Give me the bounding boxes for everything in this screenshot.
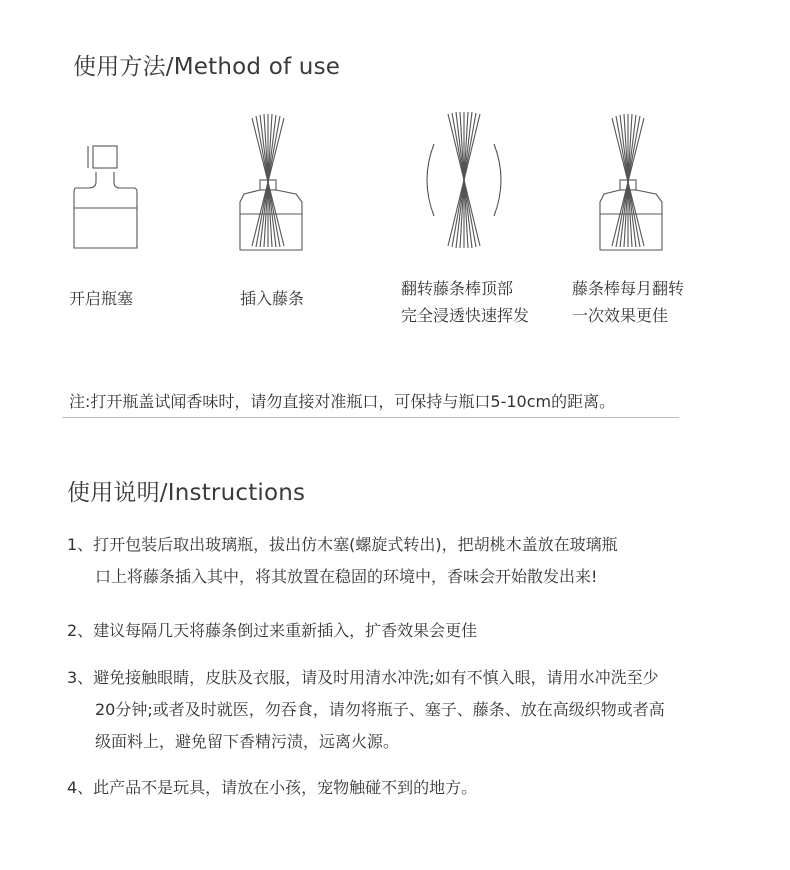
instruction-line: 20分钟;或者及时就医，勿吞食，请勿将瓶子、塞子、藤条、放在高级织物或者高 bbox=[95, 700, 665, 719]
instruction-line: 3、避免接触眼睛，皮肤及衣服，请及时用清水冲洗;如有不慎入眼，请用水冲洗至少 bbox=[67, 668, 659, 687]
bottle-reeds-flip-monthly-icon bbox=[590, 110, 680, 260]
instruction-item-2 bbox=[67, 615, 477, 647]
step-caption-line: 藤条棒每月翻转 bbox=[572, 279, 685, 298]
instruction-line: 口上将藤条插入其中，将其放置在稳固的环境中，香味会开始散发出来! bbox=[95, 567, 598, 586]
bottle-insert-reeds-icon bbox=[230, 110, 320, 260]
bottle-open-cap-icon bbox=[60, 130, 150, 260]
instruction-line: 1、打开包装后取出玻璃瓶，拔出仿木塞(螺旋式转出)，把胡桃木盖放在玻璃瓶 bbox=[67, 535, 618, 554]
step-caption-line: 插入藤条 bbox=[240, 289, 305, 308]
step-4-caption bbox=[572, 275, 684, 329]
flip-reeds-icon bbox=[420, 108, 515, 258]
instructions-title: 使用说明/Instructions bbox=[67, 480, 306, 506]
method-title: 使用方法/Method of use bbox=[73, 54, 341, 80]
step-1-caption bbox=[69, 285, 133, 312]
divider bbox=[62, 417, 679, 418]
usage-note: 注:打开瓶盖试闻香味时，请勿直接对准瓶口，可保持与瓶口5-10cm的距离。 bbox=[69, 392, 616, 411]
instruction-line: 2、建议每隔几天将藤条倒过来重新插入，扩香效果会更佳 bbox=[67, 621, 478, 640]
instruction-item-4 bbox=[67, 772, 477, 804]
step-caption-line: 开启瓶塞 bbox=[69, 289, 134, 308]
step-3-caption bbox=[401, 275, 529, 329]
instruction-item-1 bbox=[67, 529, 618, 593]
step-caption-line: 翻转藤条棒顶部 bbox=[401, 279, 514, 298]
instruction-line: 级面料上，避免留下香精污渍，远离火源。 bbox=[95, 732, 400, 751]
instruction-line: 4、此产品不是玩具，请放在小孩，宠物触碰不到的地方。 bbox=[67, 778, 478, 797]
step-caption-line: 完全浸透快速挥发 bbox=[401, 306, 530, 325]
instruction-item-3 bbox=[67, 662, 665, 758]
step-2-caption bbox=[240, 285, 304, 312]
step-caption-line: 一次效果更佳 bbox=[572, 306, 669, 325]
